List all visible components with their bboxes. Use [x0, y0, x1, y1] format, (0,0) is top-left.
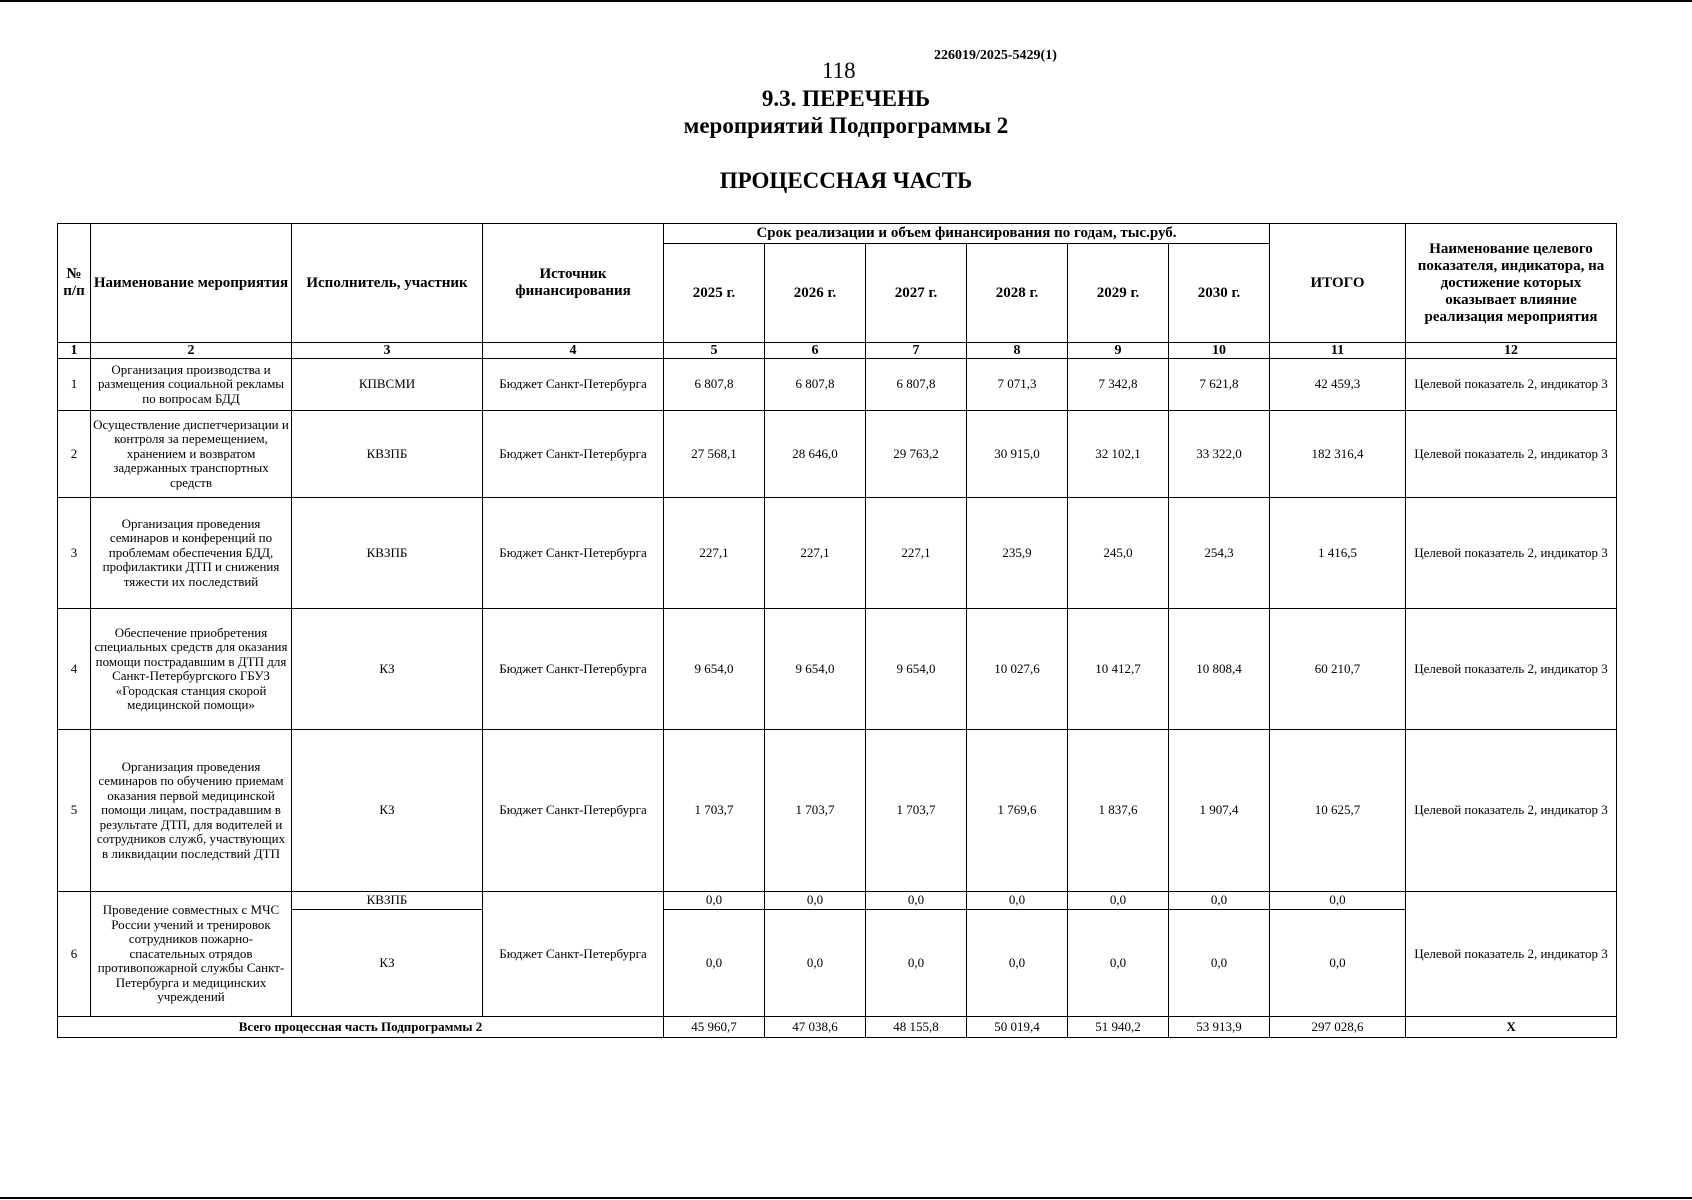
row-total: 42 459,3 — [1270, 359, 1406, 411]
year-value: 33 322,0 — [1169, 411, 1270, 498]
activity-name: Организация проведения семинаров и конференций по проблемам обеспечения БДД, профилактики ДТП и снижения тяжести их последствий — [91, 498, 292, 609]
year-value: 7 621,8 — [1169, 359, 1270, 411]
row-number: 2 — [58, 411, 91, 498]
executor: КВЗПБ — [292, 892, 483, 910]
activity-name: Обеспечение приобретения специальных средств для оказания помощи пострадавшим в ДТП для Санкт-Петербургского ГБУЗ «Городская станция скорой медицинской помощи» — [91, 609, 292, 730]
year-value: 0,0 — [967, 910, 1068, 1017]
document-number: 226019/2025-5429(1) — [934, 48, 1057, 63]
year-total: 51 940,2 — [1068, 1017, 1169, 1038]
year-value: 6 807,8 — [866, 359, 967, 411]
table-row — [58, 892, 1617, 910]
row-total: 1 416,5 — [1270, 498, 1406, 609]
row-total: 182 316,4 — [1270, 411, 1406, 498]
executor: КЗ — [292, 609, 483, 730]
year-value: 227,1 — [664, 498, 765, 609]
section-title: ПРОЦЕССНАЯ ЧАСТЬ — [719, 168, 973, 193]
col-header-name: Наименование мероприятия — [91, 224, 292, 343]
activity-name: Организация производства и размещения социальной рекламы по вопросам БДД — [91, 359, 292, 411]
col-header-year: 2027 г. — [866, 244, 967, 343]
year-value: 10 027,6 — [967, 609, 1068, 730]
row-total: 10 625,7 — [1270, 730, 1406, 892]
year-value: 0,0 — [967, 892, 1068, 910]
col-header-target: Наименование целевого показателя, индикатора, на достижение которых оказывает влияние реализация мероприятия — [1406, 224, 1617, 343]
col-number: 12 — [1406, 343, 1617, 359]
year-value: 0,0 — [1169, 892, 1270, 910]
funding-source: Бюджет Санкт-Петербурга — [483, 730, 664, 892]
top-border-line — [0, 0, 1692, 2]
funding-source: Бюджет Санкт-Петербурга — [483, 609, 664, 730]
year-value: 227,1 — [866, 498, 967, 609]
total-row — [58, 1017, 1617, 1038]
col-header-year: 2026 г. — [765, 244, 866, 343]
funding-source: Бюджет Санкт-Петербурга — [483, 359, 664, 411]
header-row-1 — [58, 224, 1617, 244]
activity-name: Проведение совместных с МЧС России учений и тренировок сотрудников пожарно-спасательных отрядов противопожарной службы Санкт-Петербурга и медицинских учреждений — [91, 892, 292, 1017]
col-number: 1 — [58, 343, 91, 359]
year-total: 48 155,8 — [866, 1017, 967, 1038]
year-value: 10 412,7 — [1068, 609, 1169, 730]
col-number: 3 — [292, 343, 483, 359]
year-value: 28 646,0 — [765, 411, 866, 498]
table-row — [58, 411, 1617, 498]
row-number: 1 — [58, 359, 91, 411]
col-number: 6 — [765, 343, 866, 359]
list-subtitle: мероприятий Подпрограммы 2 — [683, 113, 1009, 138]
year-value: 1 769,6 — [967, 730, 1068, 892]
total-target: Х — [1406, 1017, 1617, 1038]
year-value: 6 807,8 — [664, 359, 765, 411]
year-value: 9 654,0 — [765, 609, 866, 730]
year-value: 10 808,4 — [1169, 609, 1270, 730]
activity-name: Организация проведения семинаров по обучению приемам оказания первой медицинской помощи лицам, пострадавшим в результате ДТП, для водителей и сотрудников служб, участвующих в ликвидации последствий ДТП — [91, 730, 292, 892]
table-row — [58, 910, 1617, 1017]
year-value: 6 807,8 — [765, 359, 866, 411]
year-value: 1 703,7 — [664, 730, 765, 892]
row-number: 4 — [58, 609, 91, 730]
table-row — [58, 730, 1617, 892]
col-number: 7 — [866, 343, 967, 359]
total-label: Всего процессная часть Подпрограммы 2 — [58, 1017, 664, 1038]
target-indicator: Целевой показатель 2, индикатор 3 — [1406, 730, 1617, 892]
activity-name: Осуществление диспетчеризации и контроля за перемещением, хранением и возвратом задержанных транспортных средств — [91, 411, 292, 498]
year-value: 245,0 — [1068, 498, 1169, 609]
col-number: 11 — [1270, 343, 1406, 359]
year-value: 0,0 — [765, 910, 866, 1017]
year-total: 53 913,9 — [1169, 1017, 1270, 1038]
year-value: 1 837,6 — [1068, 730, 1169, 892]
col-header-year: 2025 г. — [664, 244, 765, 343]
col-header-year: 2028 г. — [967, 244, 1068, 343]
year-value: 1 907,4 — [1169, 730, 1270, 892]
year-value: 7 342,8 — [1068, 359, 1169, 411]
funding-source: Бюджет Санкт-Петербурга — [483, 498, 664, 609]
year-value: 0,0 — [664, 910, 765, 1017]
row-total: 0,0 — [1270, 910, 1406, 1017]
list-title: 9.3. ПЕРЕЧЕНЬ — [761, 86, 931, 111]
activities-table — [57, 223, 1617, 1038]
table-row — [58, 498, 1617, 609]
executor: КВЗПБ — [292, 498, 483, 609]
bottom-border-line — [0, 1197, 1692, 1199]
column-number-row — [58, 343, 1617, 359]
col-number: 9 — [1068, 343, 1169, 359]
target-indicator: Целевой показатель 2, индикатор 3 — [1406, 498, 1617, 609]
year-value: 0,0 — [765, 892, 866, 910]
col-header-source: Источник финансирования — [483, 224, 664, 343]
year-value: 235,9 — [967, 498, 1068, 609]
col-header-year: 2030 г. — [1169, 244, 1270, 343]
col-header-total: ИТОГО — [1270, 224, 1406, 343]
target-indicator: Целевой показатель 2, индикатор 3 — [1406, 359, 1617, 411]
col-number: 2 — [91, 343, 292, 359]
year-value: 1 703,7 — [765, 730, 866, 892]
table-row — [58, 609, 1617, 730]
col-header-executor: Исполнитель, участник — [292, 224, 483, 343]
year-value: 0,0 — [866, 892, 967, 910]
year-total: 47 038,6 — [765, 1017, 866, 1038]
year-total: 50 019,4 — [967, 1017, 1068, 1038]
executor: КЗ — [292, 910, 483, 1017]
year-value: 27 568,1 — [664, 411, 765, 498]
col-number: 8 — [967, 343, 1068, 359]
col-number: 4 — [483, 343, 664, 359]
executor: КЗ — [292, 730, 483, 892]
year-total: 45 960,7 — [664, 1017, 765, 1038]
col-header-year: 2029 г. — [1068, 244, 1169, 343]
funding-source: Бюджет Санкт-Петербурга — [483, 892, 664, 1017]
year-value: 32 102,1 — [1068, 411, 1169, 498]
year-value: 0,0 — [1068, 892, 1169, 910]
col-number: 5 — [664, 343, 765, 359]
executor: КВЗПБ — [292, 411, 483, 498]
year-value: 9 654,0 — [664, 609, 765, 730]
year-value: 0,0 — [866, 910, 967, 1017]
col-number: 10 — [1169, 343, 1270, 359]
row-total: 60 210,7 — [1270, 609, 1406, 730]
funding-source: Бюджет Санкт-Петербурга — [483, 411, 664, 498]
target-indicator: Целевой показатель 2, индикатор 3 — [1406, 411, 1617, 498]
col-header-period: Срок реализации и объем финансирования по годам, тыс.руб. — [664, 224, 1270, 244]
year-value: 29 763,2 — [866, 411, 967, 498]
table-row — [58, 359, 1617, 411]
row-number: 3 — [58, 498, 91, 609]
grand-total: 297 028,6 — [1270, 1017, 1406, 1038]
year-value: 227,1 — [765, 498, 866, 609]
year-value: 1 703,7 — [866, 730, 967, 892]
year-value: 0,0 — [1169, 910, 1270, 1017]
year-value: 30 915,0 — [967, 411, 1068, 498]
target-indicator: Целевой показатель 2, индикатор 3 — [1406, 609, 1617, 730]
year-value: 7 071,3 — [967, 359, 1068, 411]
page-number: 118 — [822, 58, 856, 83]
target-indicator: Целевой показатель 2, индикатор 3 — [1406, 892, 1617, 1017]
row-total: 0,0 — [1270, 892, 1406, 910]
executor: КПВСМИ — [292, 359, 483, 411]
year-value: 0,0 — [664, 892, 765, 910]
year-value: 0,0 — [1068, 910, 1169, 1017]
row-number: 6 — [58, 892, 91, 1017]
col-header-num: № п/п — [58, 224, 91, 343]
year-value: 9 654,0 — [866, 609, 967, 730]
row-number: 5 — [58, 730, 91, 892]
year-value: 254,3 — [1169, 498, 1270, 609]
